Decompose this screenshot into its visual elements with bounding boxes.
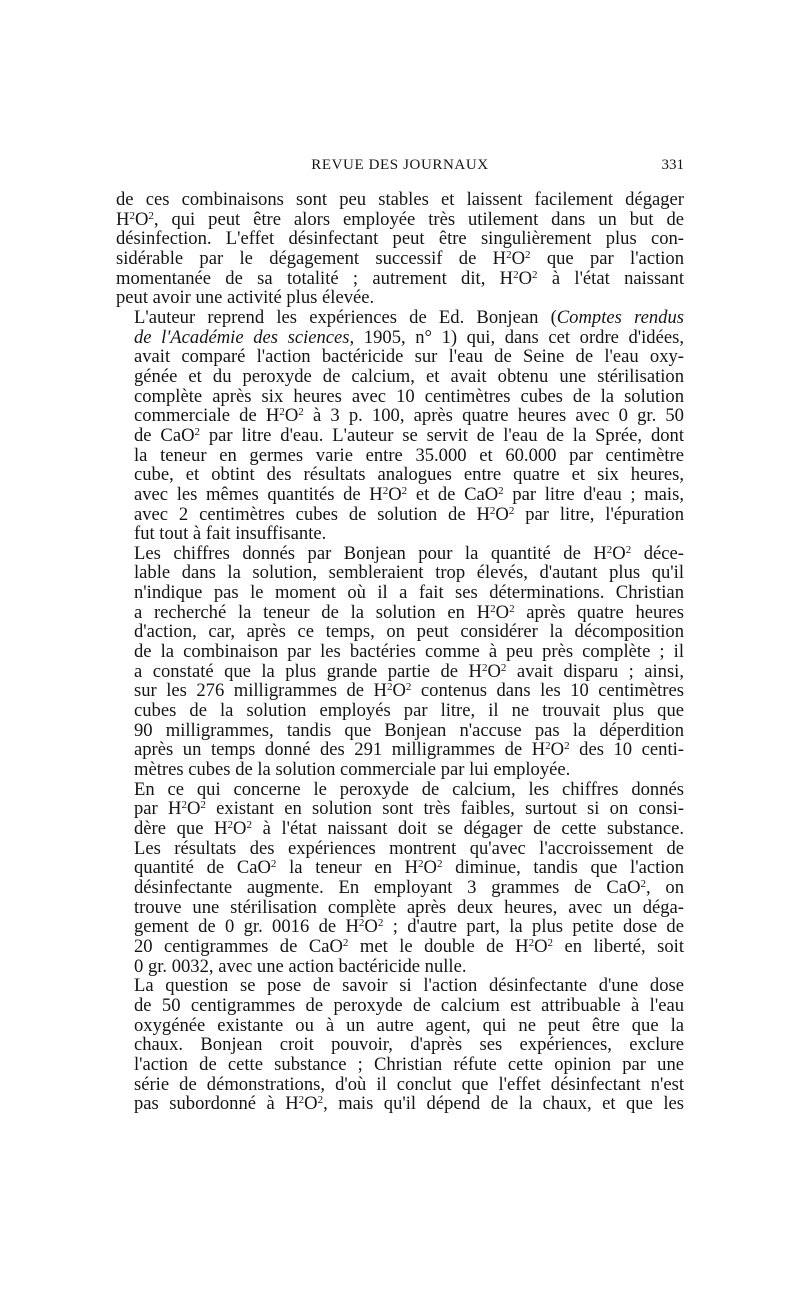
text-line: de CaO$^2$ par litre d'eau. L'auteur se servit de l'eau de la Sprée, dont [134,424,684,446]
text-line: complète après six heures avec 10 centimètres cubes de la solution [134,385,684,407]
text-line: 90 milligrammes, tandis que Bonjean n'accuse pas la déperdition [134,719,684,741]
text-line: a constaté que la plus grande partie de $H^2O^2$ avait disparu ; ainsi, [134,660,685,682]
text-line: la teneur en germes varie entre 35.000 et 60.000 par centimètre [134,444,684,466]
paragraph [116,780,684,977]
text-line: momentanée de sa totalité ; autrement dit, $H^2O^2$ à l'état naissant [116,267,684,289]
text-line: l'action de cette substance ; Christian réfute cette opinion par une [134,1053,684,1075]
text-line: 0 gr. 0032, avec une action bactéricide nulle. [134,955,467,977]
text-line: de la combinaison par les bactéries comme à peu près complète ; il [134,641,684,663]
text-line: génée et du peroxyde de calcium, et avait obtenu une stérilisation [134,365,684,387]
text-line: Les chiffres donnés par Bonjean pour la quantité de $H^2O^2$ déce- [134,542,684,564]
text-line: cubes de la solution employés par litre, il ne trouvait plus que [134,700,684,722]
text-line: En ce qui concerne le peroxyde de calcium, les chiffres donnés [134,778,684,800]
text-line: de l'Académie des sciences, 1905, n° 1) qui, dans cet ordre d'idées, [134,326,684,348]
paragraph [116,308,684,544]
text-line: après un temps donné des 291 milligrammes de $H^2O^2$ des 10 centi- [134,739,684,761]
text-line: chaux. Bonjean croit pouvoir, d'après ses expériences, exclure [134,1034,684,1056]
text-line: série de démonstrations, d'où il conclut que l'effet désinfectant n'est [134,1073,684,1095]
text-line: commerciale de $H^2O^2$ à 3 p. 100, après quatre heures avec 0 gr. 50 [134,405,684,427]
text-line: par $H^2O^2$ existant en solution sont très faibles, surtout si on consi- [134,798,684,820]
text-line: avec les mêmes quantités de $H^2O^2$ et de CaO$^2$ par litre d'eau ; mais, [134,483,684,505]
paragraph [116,190,684,308]
text-line: dère que $H^2O^2$ à l'état naissant doit se dégager de cette substance. [134,818,684,839]
text-line: sidérable par le dégagement successif de $H^2O^2$ que par l'action [116,247,684,269]
page-number: 331 [661,157,684,173]
text-line: n'indique pas le moment où il a fait ses déterminations. Christian [134,582,684,604]
paragraph [116,976,684,1114]
article-body [116,190,684,1114]
text-line: désinfectante augmente. En employant 3 grammes de CaO$^2$, on [134,876,684,898]
text-line: trouve une stérilisation complète après deux heures, avec un déga- [134,896,684,918]
text-line: mètres cubes de la solution commerciale par lui employée. [134,759,571,781]
text-line: de ces combinaisons sont peu stables et laissent facilement dégager [116,189,684,210]
text-line: pas subordonné à $H^2O^2$, mais qu'il dépend de la chaux, et que les [134,1093,684,1115]
text-line: avec 2 centimètres cubes de solution de $H^2O^2$ par litre, l'épuration [134,503,685,525]
page-header [116,157,684,179]
text-line: lable dans la solution, sembleraient trop élevés, d'autant plus qu'il [134,562,684,584]
text-line: gement de 0 gr. 0016 de $H^2O^2$ ; d'autre part, la plus petite dose de [134,916,684,938]
text-line: Les résultats des expériences montrent qu'avec l'accroissement de [134,837,684,859]
text-line: avait comparé l'action bactéricide sur l'eau de Seine de l'eau oxy- [134,346,684,368]
text-line: L'auteur reprend les expériences de Ed. Bonjean (Comptes rendus [134,306,684,328]
text-line: peut avoir une activité plus élevée. [116,287,375,309]
text-line: fut tout à fait insuffisante. [134,523,327,545]
text-line: a recherché la teneur de la solution en $H^2O^2$ après quatre heures [134,601,684,623]
text-line: sur les 276 milligrammes de $H^2O^2$ contenus dans les 10 centimètres [134,680,684,702]
text-line: désinfection. L'effet désinfectant peut être singulièrement plus con- [116,228,684,250]
text-line: 20 centigrammes de CaO$^2$ met le double de $H^2O^2$ en liberté, soit [134,935,684,957]
text-line: $H^2O^2$, qui peut être alors employée très utilement dans un but de [116,208,684,230]
text-line: cube, et obtint des résultats analogues entre quatre et six heures, [134,464,684,486]
paragraph [116,544,684,780]
running-title: REVUE DES JOURNAUX [311,157,489,173]
text-line: de 50 centigrammes de peroxyde de calcium est attribuable à l'eau [134,994,684,1016]
text-line: quantité de CaO$^2$ la teneur en $H^2O^2$ diminue, tandis que l'action [134,857,684,879]
text-line: d'action, car, après ce temps, on peut considérer la décomposition [134,621,684,643]
text-line: oxygénée existante ou à un autre agent, qui ne peut être que la [134,1014,684,1036]
text-line: La question se pose de savoir si l'action désinfectante d'une dose [134,975,684,997]
